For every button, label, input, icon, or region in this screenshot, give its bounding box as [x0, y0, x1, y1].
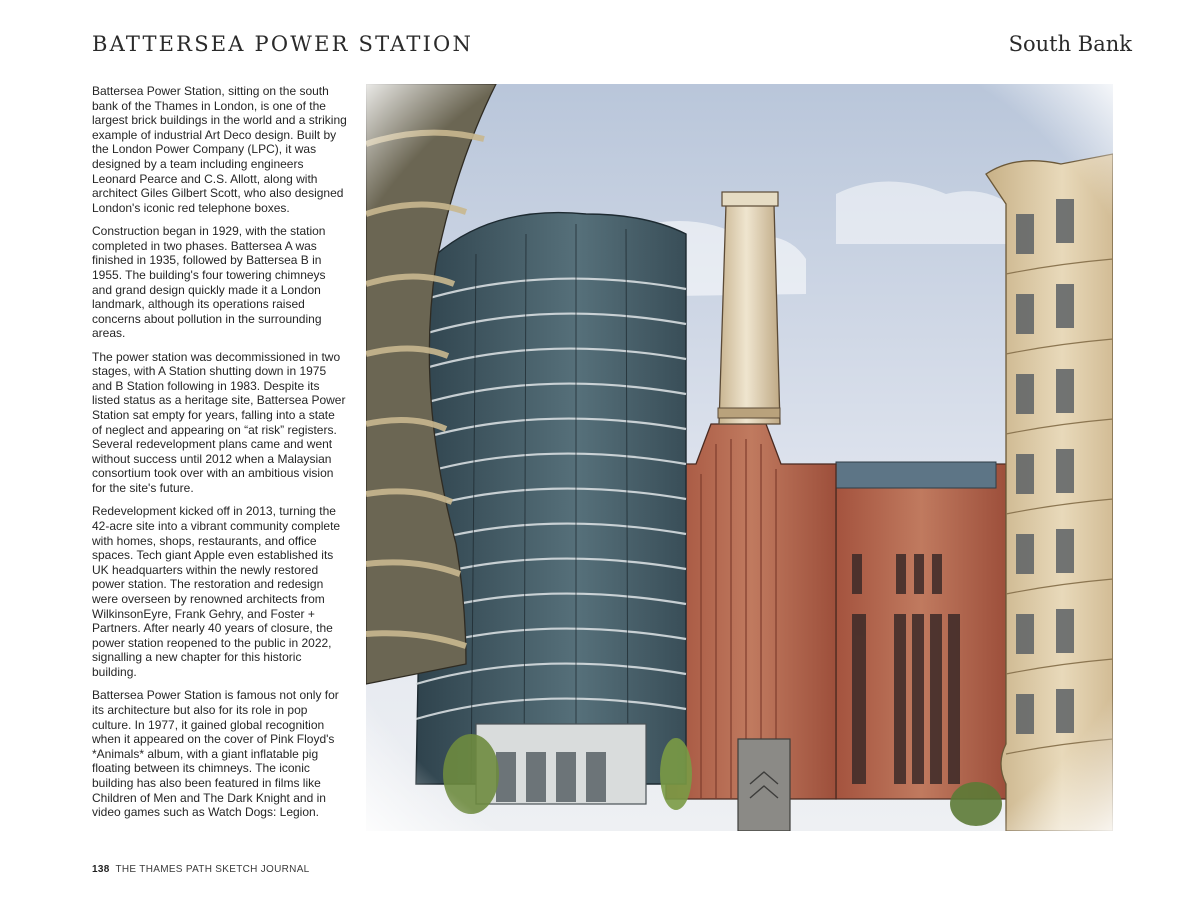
page-number: 138 [92, 864, 110, 875]
paragraph: Battersea Power Station, sitting on the south bank of the Thames in London, is one of the largest brick buildings in the world and a striking example of industrial Art Deco design. Built by the London Power Company (LPC), it was designed by a team including engineers Leonard Pearce and C.S. Allott, along with architect Giles Gilbert Scott, who also designed London's iconic red telephone boxes. [92, 84, 347, 215]
paragraph: The power station was decommissioned in two stages, with A Station shutting down in 1975 and B Station following in 1983. Despite its listed status as a heritage site, Battersea Power Station sat empty for years, falling into a state of neglect and appearing on “at risk” registers. Several redevelopment plans came and went without success until 2012 when a Malaysian consortium took over with an ambitious vision for the site's future. [92, 349, 346, 496]
power-station-illustration [366, 84, 1113, 831]
journal-title: THE THAMES PATH SKETCH JOURNAL [115, 864, 310, 875]
page-footer [92, 864, 310, 875]
paragraph: Construction began in 1929, with the station completed in two phases. Battersea A was finished in 1935, followed by Battersea B in 1955. The building's four towering chimneys and grand design quickly made it a London landmark, although its operations raised concerns about pollution in the surrounding areas. [92, 224, 326, 341]
paragraph: Battersea Power Station is famous not only for its architecture but also for its role in pop culture. In 1977, it gained global recognition when it appeared on the cover of Pink Floyd's *Animals* album, with a giant inflatable pig floating between its chimneys. The iconic building has also been featured in films like Children of Men and The Dark Knight and in video games such as Watch Dogs: Legion. [92, 688, 339, 820]
section-title: South Bank [1008, 32, 1132, 56]
page-title: BATTERSEA POWER STATION [92, 32, 474, 56]
paragraph: Redevelopment kicked off in 2013, turning the 42-acre site into a vibrant community complete with homes, shops, restaurants, and office spaces. Tech giant Apple even established its UK headquarters within the newly restored power station. The restoration and redesign were overseen by renowned architects from WilkinsonEyre, Frank Gehry, and Foster + Partners. After nearly 40 years of closure, the power station reopened to the public in 2022, signalling a new chapter for this historic building. [92, 504, 341, 679]
article-body [92, 84, 348, 828]
